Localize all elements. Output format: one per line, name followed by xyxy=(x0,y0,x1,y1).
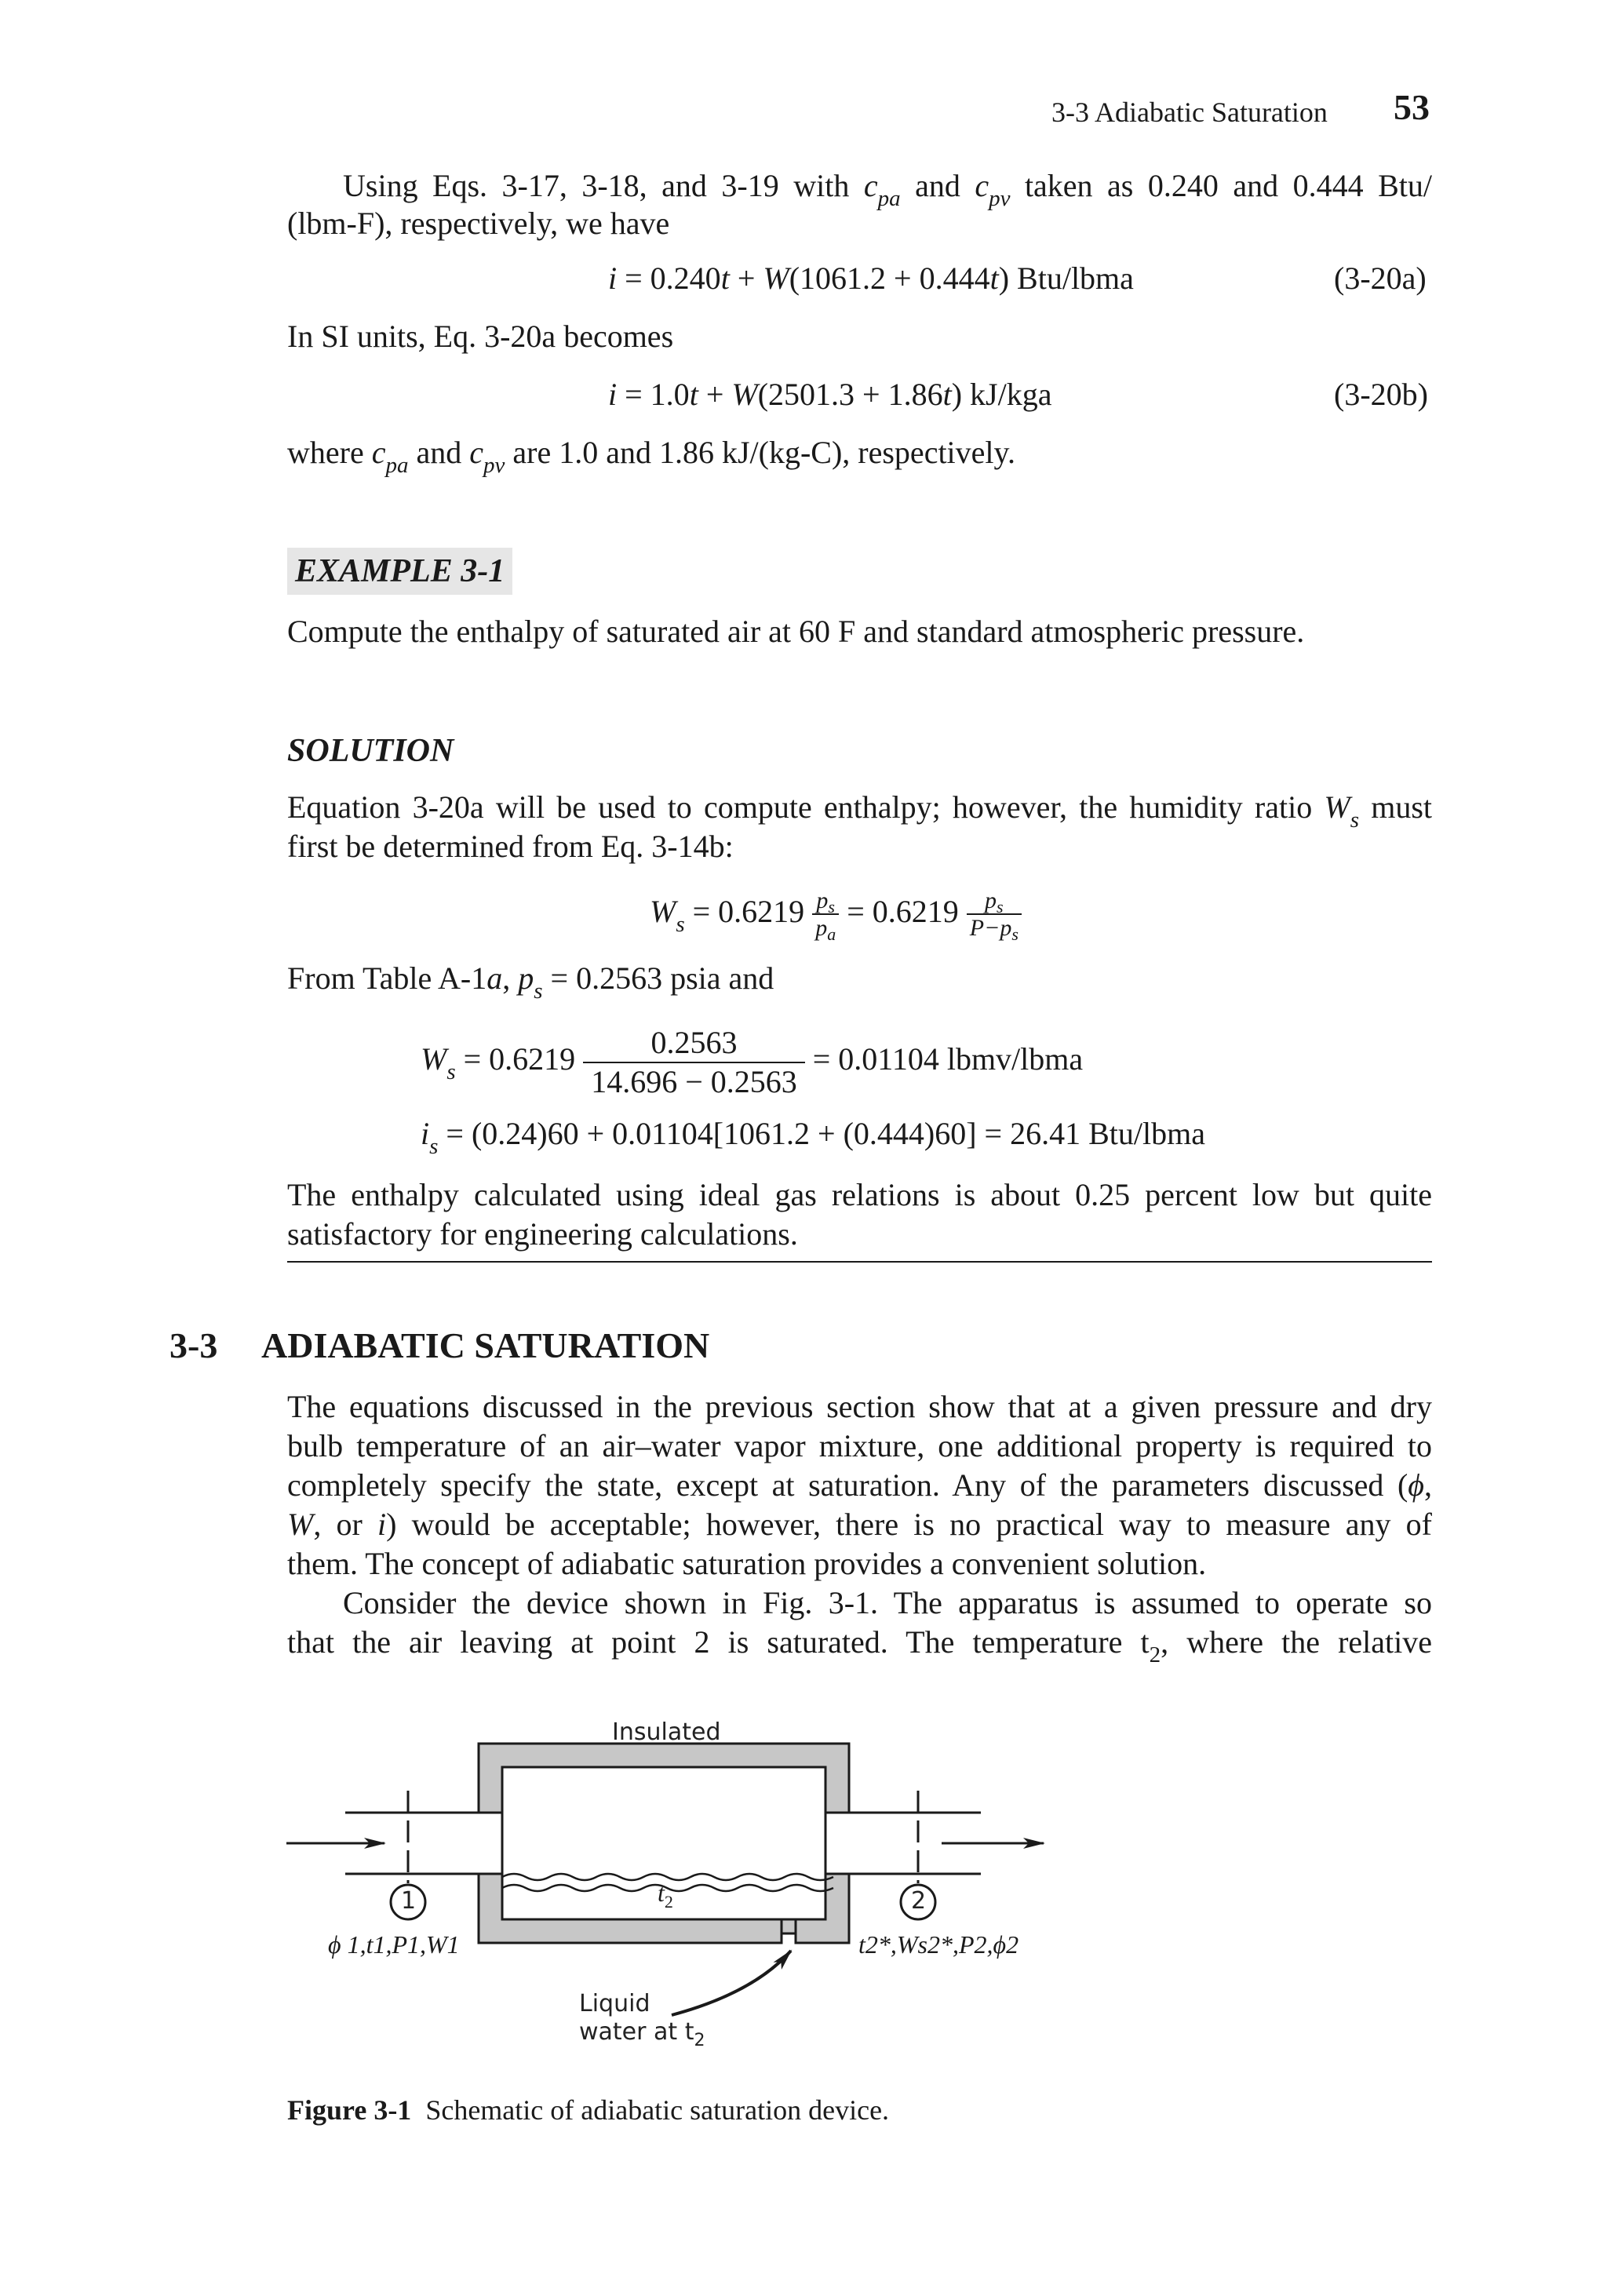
liquid-water-arrow xyxy=(672,1951,791,2015)
equation-number-3-20a: (3-20a) xyxy=(1334,261,1427,296)
section-para1-line1: The equations discussed in the previous section show that at a given pressure and dry xyxy=(287,1389,1432,1424)
page-number: 53 xyxy=(1394,87,1430,127)
figure-caption: Figure 3-1 Schematic of adiabatic saturation device. xyxy=(287,2094,890,2126)
section-para1-line4: W, or i) would be acceptable; however, there is no practical way to measure any of xyxy=(287,1507,1433,1542)
section-para1-line5: them. The concept of adiabatic saturation provides a convenient solution. xyxy=(287,1546,1207,1581)
where-text: where $c_{pa}$ and $c_{pv}$ are 1.0 and 1.86 kJ/(kg-C), respectively. xyxy=(287,435,1015,478)
running-header-section: 3-3 Adiabatic Saturation xyxy=(1051,97,1328,128)
section-para1-line3: completely specify the state, except at saturation. Any of the parameters discussed (ϕ, xyxy=(287,1467,1432,1503)
solution-line1: Equation 3-20a will be used to compute enthalpy; however, the humidity ratio $W_s$ must xyxy=(287,789,1433,833)
station-1-label: 1 xyxy=(401,1887,417,1915)
section-para2-line1: Consider the device shown in Fig. 3-1. The apparatus is assumed to operate so xyxy=(343,1585,1432,1620)
closing-line2: satisfactory for engineering calculations. xyxy=(287,1216,798,1252)
section-title: ADIABATIC SATURATION xyxy=(261,1325,710,1365)
ps-over-p-minus-ps-fraction: $\frac{p_s}{P-p_s}$ xyxy=(967,889,1022,940)
state-1-label: ϕ 1,t1,P1,W1 xyxy=(328,1930,460,1959)
ws-calculation: $W_s = 0.6219$ $\frac{0.2563}{14.696 - 0.2563}$ = 0.01104 lbmv/lbma xyxy=(421,1024,1084,1099)
table-a1a-text: From Table A-1a, $p_s = 0.2563$ psia and xyxy=(287,960,774,1004)
equation-3-20b: i = 1.0t + W(2501.3 + 1.86t) kJ/kga xyxy=(608,377,1052,412)
liquid-water-label-line1: Liquid xyxy=(579,1990,650,2017)
section-number: 3-3 xyxy=(169,1325,218,1365)
solution-label: SOLUTION xyxy=(287,733,454,769)
si-units-text: In SI units, Eq. 3-20a becomes xyxy=(287,319,674,354)
liquid-water-label-line2: water at $t_2$ xyxy=(579,2018,705,2050)
section-para1-line2: bulb temperature of an air–water vapor mixture, one additional property is required to xyxy=(287,1428,1432,1463)
ps-over-pa-fraction: $\frac{p_s}{p_a}$ xyxy=(812,889,839,940)
intro-paragraph-line1: Using Eqs. 3-17, 3-18, and 3-19 with $c_{pa}$ and $c_{pv}$ taken as 0.240 and 0.444 Btu/ xyxy=(343,168,1432,211)
ws-equation: $W_s = 0.6219$ $\frac{p_s}{p_a}$ = 0.6219 $\frac{p_s}{P-p_s}$ xyxy=(650,880,1022,946)
closing-line1: The enthalpy calculated using ideal gas relations is about 0.25 percent low but quite xyxy=(287,1177,1432,1212)
section-para2-line2: that the air leaving at point 2 is saturated. The temperature $t_2$, where the relative xyxy=(287,1624,1432,1667)
equation-3-20a: i = 0.240t + W(1061.2 + 0.444t) Btu/lbma xyxy=(608,261,1134,296)
ws-fraction: $\frac{0.2563}{14.696 - 0.2563}$ xyxy=(583,1027,805,1098)
intro-paragraph-line2: (lbm-F), respectively, we have xyxy=(287,206,670,241)
example-label: EXAMPLE 3-1 xyxy=(287,548,512,595)
insulated-label: Insulated xyxy=(612,1718,721,1746)
equation-number-3-20b: (3-20b) xyxy=(1334,377,1428,412)
solution-line2: first be determined from Eq. 3-14b: xyxy=(287,829,734,864)
state-2-label: t2*,Ws2*,P2,ϕ2 xyxy=(858,1930,1019,1959)
example-problem: Compute the enthalpy of saturated air at 60 F and standard atmospheric pressure. xyxy=(287,614,1305,649)
t2-chamber-label: $t_2$ xyxy=(658,1879,673,1912)
station-2-label: 2 xyxy=(911,1887,927,1915)
is-calculation: $i_s = (0.24)60 + 0.01104[1061.2 + (0.444)60] = 26.41$ Btu/lbma xyxy=(421,1116,1205,1159)
insulation-shell xyxy=(479,1744,849,1813)
